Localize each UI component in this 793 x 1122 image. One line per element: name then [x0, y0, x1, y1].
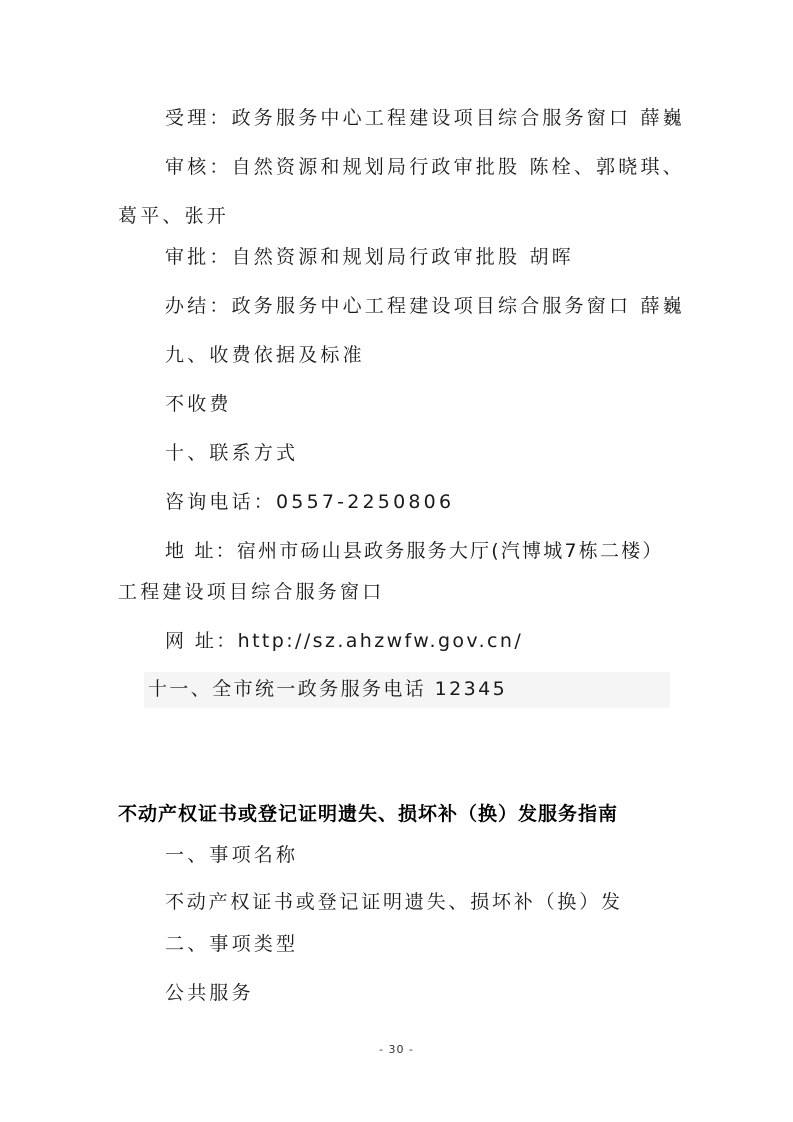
acceptance-line: 受理：政务服务中心工程建设项目综合服务窗口 薛巍	[165, 107, 685, 129]
section-fees-heading: 九、收费依据及标准	[165, 344, 365, 366]
fees-value: 不收费	[165, 393, 232, 415]
contact-address-continued: 工程建设项目综合服务窗口	[118, 581, 385, 603]
review-line-continued: 葛平、张开	[118, 205, 230, 227]
page-number: - 30 -	[379, 1043, 414, 1056]
contact-phone: 咨询电话：0557-2250806	[165, 491, 455, 513]
section-hotline: 十一、全市统一政务服务电话 12345	[148, 678, 508, 700]
contact-address: 地 址：宿州市砀山县政务服务大厅(汽博城7栋二楼）	[165, 540, 664, 562]
contact-website: 网 址：http://sz.ahzwfw.gov.cn/	[165, 630, 524, 652]
guide-title: 不动产权证书或登记证明遗失、损坏补（换）发服务指南	[118, 803, 619, 825]
guide-section-2-value: 公共服务	[165, 982, 254, 1004]
approval-line: 审批：自然资源和规划局行政审批股 胡晖	[165, 246, 574, 268]
guide-section-1-heading: 一、事项名称	[165, 844, 299, 866]
review-line: 审核：自然资源和规划局行政审批股 陈栓、郭晓琪、	[165, 156, 685, 178]
guide-section-1-value: 不动产权证书或登记证明遗失、损坏补（换）发	[165, 891, 623, 913]
section-contact-heading: 十、联系方式	[165, 442, 299, 464]
completion-line: 办结：政务服务中心工程建设项目综合服务窗口 薛巍	[165, 295, 685, 317]
guide-section-2-heading: 二、事项类型	[165, 933, 299, 955]
